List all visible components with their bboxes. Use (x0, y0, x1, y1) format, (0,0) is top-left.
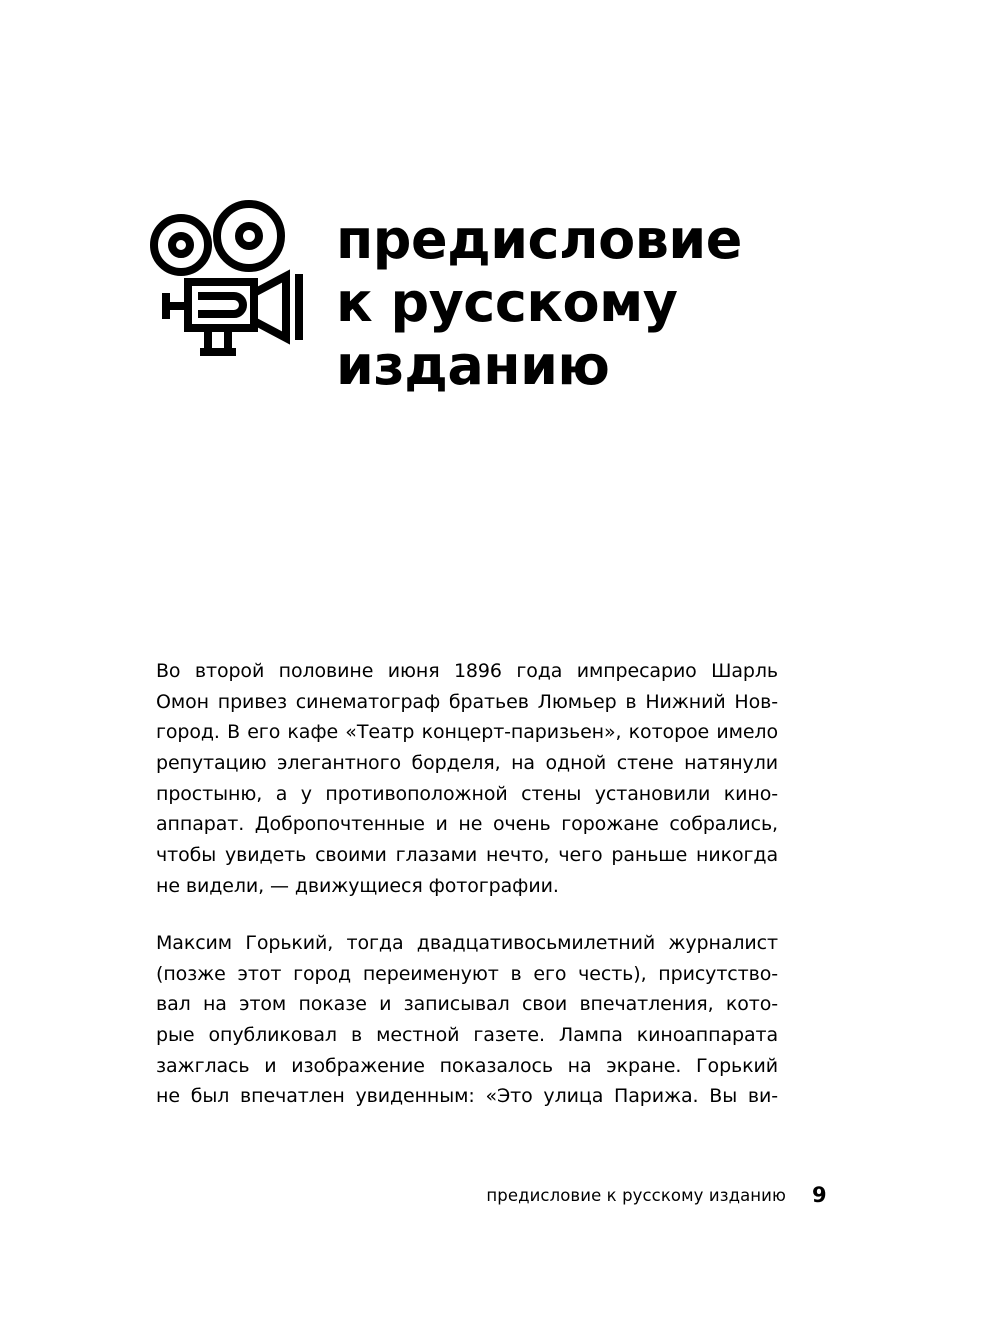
chapter-title (336, 208, 742, 397)
page-number: 9 (812, 1183, 827, 1207)
text-line: чтобы увидеть своими глазами нечто, чего раньше никогда (156, 844, 778, 867)
text-line: город. В его кафе «Театр концерт-паризьен», которое имело (156, 721, 778, 744)
chapter-title-line: изданию (336, 334, 610, 397)
text-line: зажглась и изображение показалось на экране. Горький (156, 1054, 778, 1077)
text-line: простыню, а у противоположной стены установили кино- (156, 782, 778, 805)
text-line: (позже этот город переименуют в его честь), присутство- (156, 962, 778, 985)
text-line: вал на этом показе и записывал свои впечатления, кото- (156, 993, 778, 1016)
text-line: аппарат. Добропочтенные и не очень горожане собрались, (156, 813, 778, 836)
chapter-title-line: к русскому (336, 271, 678, 334)
running-footer-title: предисловие к русскому изданию (486, 1186, 786, 1205)
text-line: репутацию элегантного борделя, на одной стене натянули (156, 752, 778, 775)
body-paragraph (156, 928, 778, 1112)
text-line: Во второй половине июня 1896 года импресарио Шарль (156, 660, 778, 682)
body-paragraph (156, 656, 778, 902)
text-line: не был впечатлен увиденным: «Это улица Парижа. Вы ви- (156, 1085, 778, 1108)
text-line: рые опубликовал в местной газете. Лампа киноаппарата (156, 1024, 778, 1047)
text-line: Максим Горький, тогда двадцативосьмилетний журналист (156, 932, 778, 954)
film-camera-icon (150, 200, 305, 360)
chapter-title-line: предисловие (336, 208, 742, 271)
text-line: Омон привез синематограф братьев Люмьер в Нижний Нов- (156, 690, 778, 713)
text-line: не видели, — движущиеся фотографии. (156, 874, 559, 897)
